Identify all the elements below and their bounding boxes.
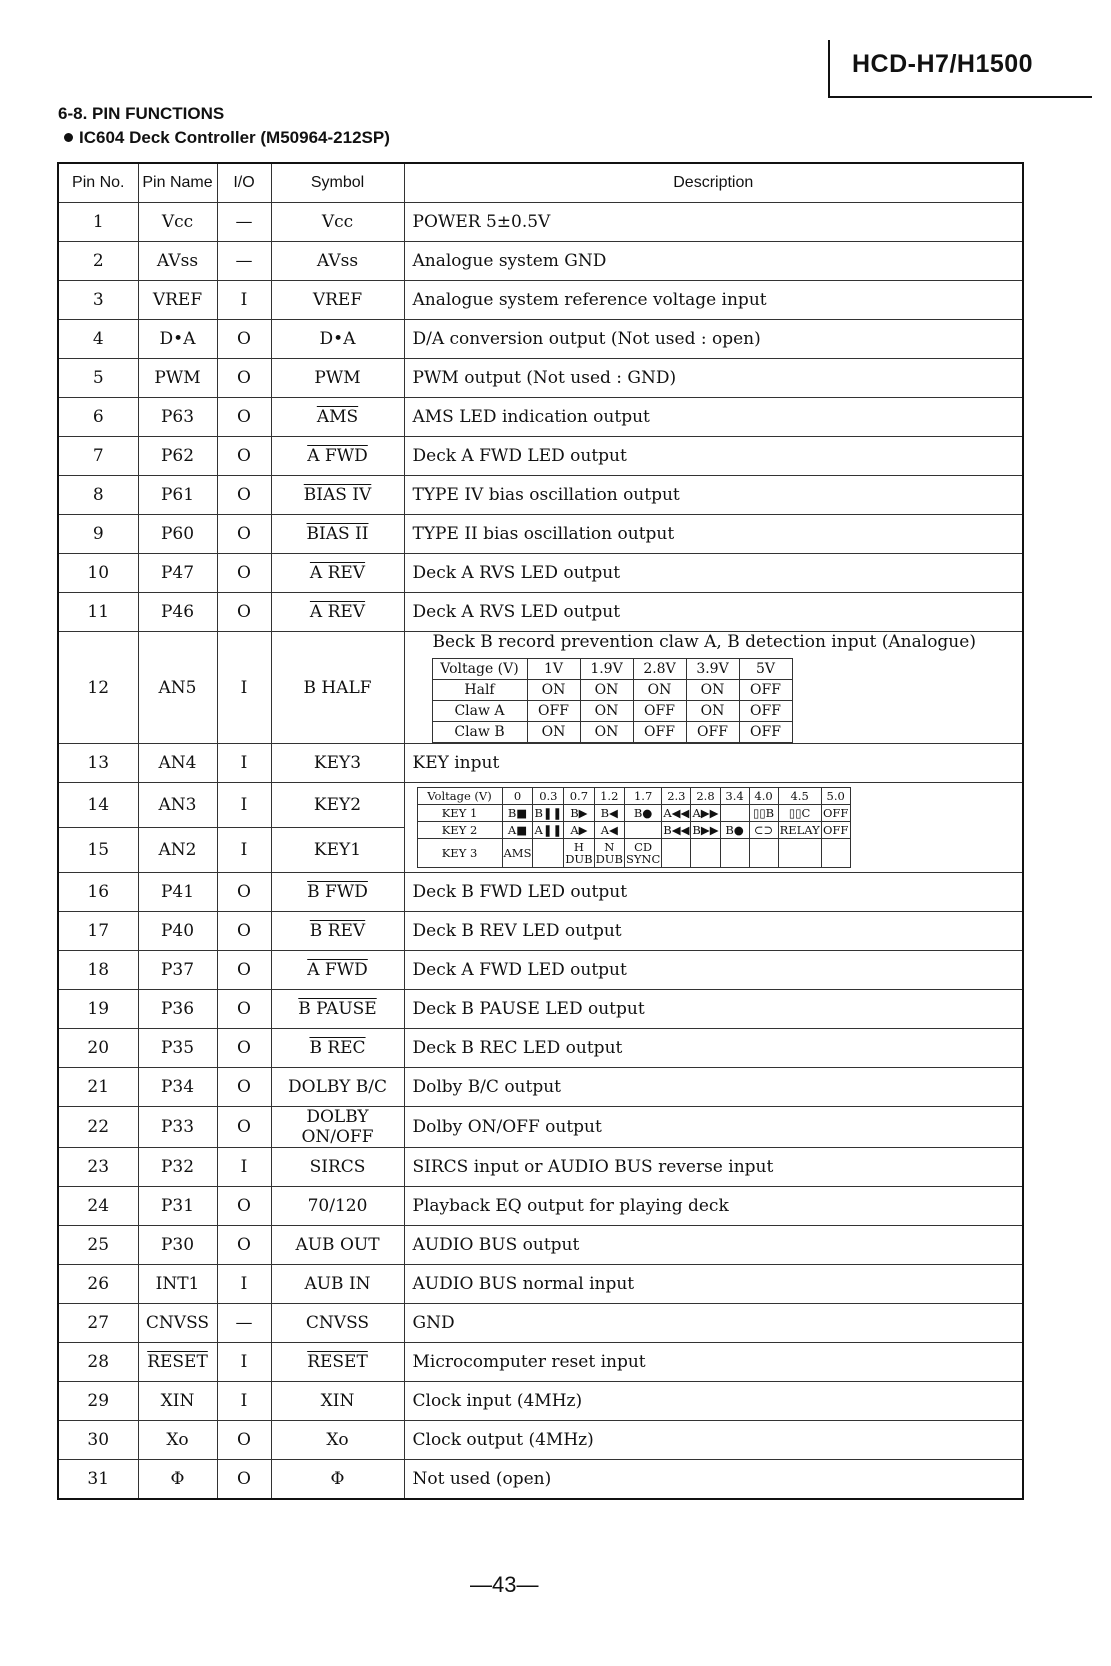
grid-cell: 0.3 <box>533 788 564 805</box>
grid-cell: ON <box>527 680 580 701</box>
pin-symbol: AVss <box>271 242 404 281</box>
pin-number: 14 <box>58 783 138 828</box>
pin-name: PWM <box>138 359 217 398</box>
grid-row <box>432 701 792 722</box>
grid-cell: 5V <box>739 659 792 680</box>
table-row <box>58 990 1023 1029</box>
grid-cell: ON <box>633 680 686 701</box>
table-header-row <box>58 163 1023 203</box>
pin-functions-table <box>57 162 1024 1500</box>
pin-io: O <box>217 1029 271 1068</box>
pin-name: VREF <box>138 281 217 320</box>
section-title: 6-8. PIN FUNCTIONS <box>58 104 225 123</box>
pin-number: 25 <box>58 1226 138 1265</box>
grid-cell: OFF <box>527 701 580 722</box>
table-row <box>58 1068 1023 1107</box>
pin-name: P35 <box>138 1029 217 1068</box>
grid-cell: OFF <box>739 701 792 722</box>
grid-cell: B▶ <box>564 805 594 822</box>
pin-name: P34 <box>138 1068 217 1107</box>
table-row <box>58 476 1023 515</box>
pin-io: O <box>217 1226 271 1265</box>
section-subtitle-text: IC604 Deck Controller (M50964-212SP) <box>79 128 390 147</box>
grid-cell: OFF <box>822 806 849 820</box>
table-row <box>58 281 1023 320</box>
pin-symbol: VREF <box>271 281 404 320</box>
pin-number: 7 <box>58 437 138 476</box>
pin-number: 31 <box>58 1460 138 1500</box>
pin-number: 2 <box>58 242 138 281</box>
pin-number: 15 <box>58 828 138 873</box>
pin-number: 5 <box>58 359 138 398</box>
table-row <box>58 359 1023 398</box>
pin-symbol: Vcc <box>271 203 404 242</box>
pin-symbol: D•A <box>271 320 404 359</box>
table-row <box>58 398 1023 437</box>
grid-cell: KEY 1 <box>417 805 502 822</box>
pin-symbol: B REC <box>271 1029 404 1068</box>
key-voltage-table <box>417 787 851 868</box>
grid-cell: AMS <box>502 839 533 868</box>
grid-cell: KEY 3 <box>417 839 502 868</box>
pin-description: SIRCS input or AUDIO BUS reverse input <box>404 1148 1023 1187</box>
grid-cell: Claw B <box>432 722 527 743</box>
table-row <box>58 554 1023 593</box>
grid-cell: A■ <box>502 822 533 839</box>
table-row <box>58 1107 1023 1148</box>
pin-description: TYPE II bias oscillation output <box>404 515 1023 554</box>
pin-description: Deck A FWD LED output <box>404 437 1023 476</box>
header-pin-no: Pin No. <box>58 163 138 203</box>
pin-number: 12 <box>58 632 138 744</box>
pin-symbol: PWM <box>271 359 404 398</box>
pin-symbol: B HALF <box>271 632 404 744</box>
pin-io: I <box>217 1265 271 1304</box>
grid-cell: 1.7 <box>624 788 661 805</box>
pin-name: RESET <box>138 1343 217 1382</box>
pin-description: Deck A FWD LED output <box>404 951 1023 990</box>
table-row <box>58 744 1023 783</box>
pin-io: I <box>217 828 271 873</box>
grid-cell: ▯▯C <box>778 805 821 822</box>
grid-cell: OFF <box>633 701 686 722</box>
grid-cell <box>624 822 661 839</box>
table-body-lower <box>58 873 1023 1500</box>
table-row <box>58 1226 1023 1265</box>
grid-cell: ON <box>686 680 739 701</box>
grid-cell <box>749 839 778 868</box>
pin-io: — <box>217 242 271 281</box>
grid-cell <box>691 839 720 868</box>
grid-cell: OFF <box>686 722 739 743</box>
pin-name: D•A <box>138 320 217 359</box>
pin-description <box>404 632 1023 744</box>
pin-io: O <box>217 990 271 1029</box>
grid-cell: A◀◀ <box>663 806 690 820</box>
grid-cell: 2.3 <box>662 788 691 805</box>
pin-name: P60 <box>138 515 217 554</box>
table-row <box>58 593 1023 632</box>
pin-name: CNVSS <box>138 1304 217 1343</box>
pin-symbol: KEY1 <box>271 828 404 873</box>
pin-symbol: AUB IN <box>271 1265 404 1304</box>
grid-row <box>417 839 850 868</box>
pin-name: P46 <box>138 593 217 632</box>
pin-symbol: BIAS IV <box>271 476 404 515</box>
pin-name: AN5 <box>138 632 217 744</box>
claw-detection-title: Beck B record prevention claw A, B detection input (Analogue) <box>432 632 976 652</box>
header-description: Description <box>404 163 1023 203</box>
grid-cell <box>662 839 691 868</box>
pin-io: O <box>217 1187 271 1226</box>
pin-number: 26 <box>58 1265 138 1304</box>
pin-io: O <box>217 554 271 593</box>
grid-cell: ▯▯B <box>749 805 778 822</box>
pin-description: Deck A RVS LED output <box>404 554 1023 593</box>
pin-description: Clock output (4MHz) <box>404 1421 1023 1460</box>
pin-description: Playback EQ output for playing deck <box>404 1187 1023 1226</box>
table-row <box>58 242 1023 281</box>
grid-row <box>432 722 792 743</box>
pin-number: 3 <box>58 281 138 320</box>
pin-number: 10 <box>58 554 138 593</box>
table-row <box>58 203 1023 242</box>
pin-name: P63 <box>138 398 217 437</box>
pin-name: P36 <box>138 990 217 1029</box>
grid-cell: ⊂⊃ <box>749 822 778 839</box>
pin-number: 1 <box>58 203 138 242</box>
grid-cell: OFF <box>739 680 792 701</box>
header-io: I/O <box>217 163 271 203</box>
grid-cell: OFF <box>739 722 792 743</box>
grid-row <box>432 659 792 680</box>
pin-io: I <box>217 1148 271 1187</box>
grid-cell: 1V <box>527 659 580 680</box>
grid-cell: Voltage (V) <box>432 659 527 680</box>
grid-cell: OFF <box>633 722 686 743</box>
pin-io: — <box>217 1304 271 1343</box>
pin-number: 29 <box>58 1382 138 1421</box>
pin-number: 28 <box>58 1343 138 1382</box>
section-subtitle <box>64 128 390 148</box>
grid-cell: 4.0 <box>749 788 778 805</box>
pin-description: Analogue system GND <box>404 242 1023 281</box>
grid-cell: 4.5 <box>778 788 821 805</box>
pin-symbol: KEY3 <box>271 744 404 783</box>
model-number: HCD-H7/H1500 <box>852 50 1034 78</box>
pin-symbol: B FWD <box>271 873 404 912</box>
pin-symbol: $\overline{AMS}$ <box>271 398 404 437</box>
table-row <box>58 1421 1023 1460</box>
grid-cell: B❚❚ <box>534 806 563 820</box>
grid-cell: Voltage (V) <box>417 788 502 805</box>
pin-io: I <box>217 1382 271 1421</box>
grid-row <box>417 822 850 839</box>
pin-io: O <box>217 912 271 951</box>
pin-name: INT1 <box>138 1265 217 1304</box>
pin-description: TYPE IV bias oscillation output <box>404 476 1023 515</box>
pin-description: Deck B REC LED output <box>404 1029 1023 1068</box>
pin-description: Dolby B/C output <box>404 1068 1023 1107</box>
pin-description: GND <box>404 1304 1023 1343</box>
grid-cell <box>778 839 821 868</box>
pin-io: I <box>217 1343 271 1382</box>
claw-detection-table <box>432 658 793 743</box>
grid-cell: OFF <box>822 823 849 837</box>
pin-description: AUDIO BUS normal input <box>404 1265 1023 1304</box>
grid-cell <box>821 839 850 868</box>
pin-symbol: RESET <box>271 1343 404 1382</box>
pin-name: AN3 <box>138 783 217 828</box>
pin-symbol: B REV <box>271 912 404 951</box>
grid-cell: ON <box>580 680 633 701</box>
pin-io: I <box>217 281 271 320</box>
grid-cell: 3.4 <box>720 788 749 805</box>
pin-symbol: A FWD <box>271 437 404 476</box>
pin-number: 11 <box>58 593 138 632</box>
pin-symbol: CNVSS <box>271 1304 404 1343</box>
pin-number: 13 <box>58 744 138 783</box>
pin-symbol: KEY2 <box>271 783 404 828</box>
pin-name: Xo <box>138 1421 217 1460</box>
pin-name: P47 <box>138 554 217 593</box>
grid-cell: Half <box>432 680 527 701</box>
pin-description: AUDIO BUS output <box>404 1226 1023 1265</box>
pin-number: 20 <box>58 1029 138 1068</box>
pin-description: Deck B FWD LED output <box>404 873 1023 912</box>
grid-cell: 2.8 <box>691 788 720 805</box>
table-row <box>58 1460 1023 1500</box>
pin-io: O <box>217 398 271 437</box>
pin-description: Not used (open) <box>404 1460 1023 1500</box>
pin-io: O <box>217 437 271 476</box>
grid-row <box>417 788 850 805</box>
pin-number: 21 <box>58 1068 138 1107</box>
grid-cell: 0 <box>502 788 533 805</box>
pin-symbol: Φ <box>271 1460 404 1500</box>
pin-name: P61 <box>138 476 217 515</box>
pin-io: O <box>217 1460 271 1500</box>
pin-symbol: AUB OUT <box>271 1226 404 1265</box>
pin-io: O <box>217 359 271 398</box>
grid-cell: Claw A <box>432 701 527 722</box>
table-row <box>58 1382 1023 1421</box>
pin-name: AN4 <box>138 744 217 783</box>
grid-cell: B◀ <box>594 805 624 822</box>
pin-description: POWER 5±0.5V <box>404 203 1023 242</box>
pin-io: I <box>217 632 271 744</box>
pin-io: O <box>217 320 271 359</box>
pin-symbol: 70/120 <box>271 1187 404 1226</box>
pin-description: Analogue system reference voltage input <box>404 281 1023 320</box>
grid-cell: A▶ <box>564 822 594 839</box>
key-voltage-cell <box>404 783 1023 873</box>
pin-description: D/A conversion output (Not used : open) <box>404 320 1023 359</box>
bullet-icon <box>64 133 73 142</box>
grid-cell: 1.9V <box>580 659 633 680</box>
pin-number: 30 <box>58 1421 138 1460</box>
grid-cell <box>720 839 749 868</box>
pin-description: Deck A RVS LED output <box>404 593 1023 632</box>
pin-name: AVss <box>138 242 217 281</box>
grid-cell: 0.7 <box>564 788 594 805</box>
pin-symbol: SIRCS <box>271 1148 404 1187</box>
pin-io: I <box>217 744 271 783</box>
pin-description: AMS LED indication output <box>404 398 1023 437</box>
table-row <box>58 1148 1023 1187</box>
pin-number: 4 <box>58 320 138 359</box>
grid-cell <box>533 839 564 868</box>
table-row <box>58 632 1023 744</box>
pin-description: Deck B REV LED output <box>404 912 1023 951</box>
pin-io: O <box>217 951 271 990</box>
pin-io: O <box>217 476 271 515</box>
grid-cell: B◀◀ <box>663 823 690 837</box>
pin-name: Φ <box>138 1460 217 1500</box>
pin-number: 8 <box>58 476 138 515</box>
pin-symbol: DOLBY B/C <box>271 1068 404 1107</box>
pin-io: O <box>217 515 271 554</box>
pin-io: O <box>217 1107 271 1148</box>
table-row <box>58 951 1023 990</box>
pin-number: 23 <box>58 1148 138 1187</box>
grid-cell: KEY 2 <box>417 822 502 839</box>
pin-name: P32 <box>138 1148 217 1187</box>
table-row <box>58 515 1023 554</box>
pin-name: P62 <box>138 437 217 476</box>
pin-symbol: A REV <box>271 554 404 593</box>
table-row <box>58 1304 1023 1343</box>
grid-cell: ON <box>580 722 633 743</box>
table-row <box>58 783 1023 828</box>
pin-symbol: XIN <box>271 1382 404 1421</box>
pin-io: — <box>217 203 271 242</box>
table-row <box>58 1187 1023 1226</box>
pin-number: 27 <box>58 1304 138 1343</box>
pin-number: 18 <box>58 951 138 990</box>
pin-number: 6 <box>58 398 138 437</box>
table-row <box>58 912 1023 951</box>
pin-description: Clock input (4MHz) <box>404 1382 1023 1421</box>
pin-io: O <box>217 593 271 632</box>
pin-name: P37 <box>138 951 217 990</box>
pin-description: Deck B PAUSE LED output <box>404 990 1023 1029</box>
grid-cell: B■ <box>502 805 533 822</box>
pin-io: O <box>217 873 271 912</box>
pin-name: P41 <box>138 873 217 912</box>
table-row <box>58 873 1023 912</box>
pin-symbol: Xo <box>271 1421 404 1460</box>
grid-cell: CD SYNC <box>625 840 661 866</box>
grid-cell: 3.9V <box>686 659 739 680</box>
grid-cell: 5.0 <box>821 788 850 805</box>
pin-name: XIN <box>138 1382 217 1421</box>
pin-name: Vcc <box>138 203 217 242</box>
grid-cell: A▶▶ <box>692 806 719 820</box>
grid-cell: B▶▶ <box>692 823 719 837</box>
pin-number: 24 <box>58 1187 138 1226</box>
pin-number: 17 <box>58 912 138 951</box>
pin-io: I <box>217 783 271 828</box>
table-row <box>58 1265 1023 1304</box>
grid-cell <box>720 805 749 822</box>
pin-number: 16 <box>58 873 138 912</box>
table-body-analog <box>58 632 1023 873</box>
pin-description: Dolby ON/OFF output <box>404 1107 1023 1148</box>
table-row <box>58 437 1023 476</box>
pin-number: 22 <box>58 1107 138 1148</box>
grid-cell: RELAY <box>779 823 820 837</box>
grid-row <box>417 805 850 822</box>
pin-symbol: B PAUSE <box>271 990 404 1029</box>
pin-name: P30 <box>138 1226 217 1265</box>
header-symbol: Symbol <box>271 163 404 203</box>
grid-cell: B● <box>720 822 749 839</box>
pin-description: Microcomputer reset input <box>404 1343 1023 1382</box>
pin-number: 19 <box>58 990 138 1029</box>
grid-cell: A◀ <box>594 822 624 839</box>
pin-symbol: A FWD <box>271 951 404 990</box>
grid-cell: H DUB <box>565 840 593 866</box>
pin-name: P33 <box>138 1107 217 1148</box>
grid-cell: A❚❚ <box>534 823 563 837</box>
table-row <box>58 1029 1023 1068</box>
pin-symbol: DOLBY ON/OFF <box>271 1107 404 1148</box>
grid-cell: B● <box>624 805 661 822</box>
pin-name: AN2 <box>138 828 217 873</box>
pin-symbol: A REV <box>271 593 404 632</box>
table-row <box>58 320 1023 359</box>
grid-cell: N DUB <box>595 840 623 866</box>
grid-cell: ON <box>686 701 739 722</box>
pin-name: P40 <box>138 912 217 951</box>
model-header-box <box>828 40 1092 98</box>
pin-description: KEY input <box>404 744 1023 783</box>
pin-io: O <box>217 1068 271 1107</box>
table-body-upper <box>58 203 1023 632</box>
header-pin-name: Pin Name <box>138 163 217 203</box>
pin-symbol: BIAS II <box>271 515 404 554</box>
grid-row <box>432 680 792 701</box>
grid-cell: 1.2 <box>594 788 624 805</box>
grid-cell: ON <box>527 722 580 743</box>
pin-io: O <box>217 1421 271 1460</box>
page-number: —43— <box>470 1572 539 1597</box>
grid-cell: 2.8V <box>633 659 686 680</box>
pin-description: PWM output (Not used : GND) <box>404 359 1023 398</box>
grid-cell: ON <box>580 701 633 722</box>
pin-number: 9 <box>58 515 138 554</box>
pin-name: P31 <box>138 1187 217 1226</box>
table-row <box>58 1343 1023 1382</box>
